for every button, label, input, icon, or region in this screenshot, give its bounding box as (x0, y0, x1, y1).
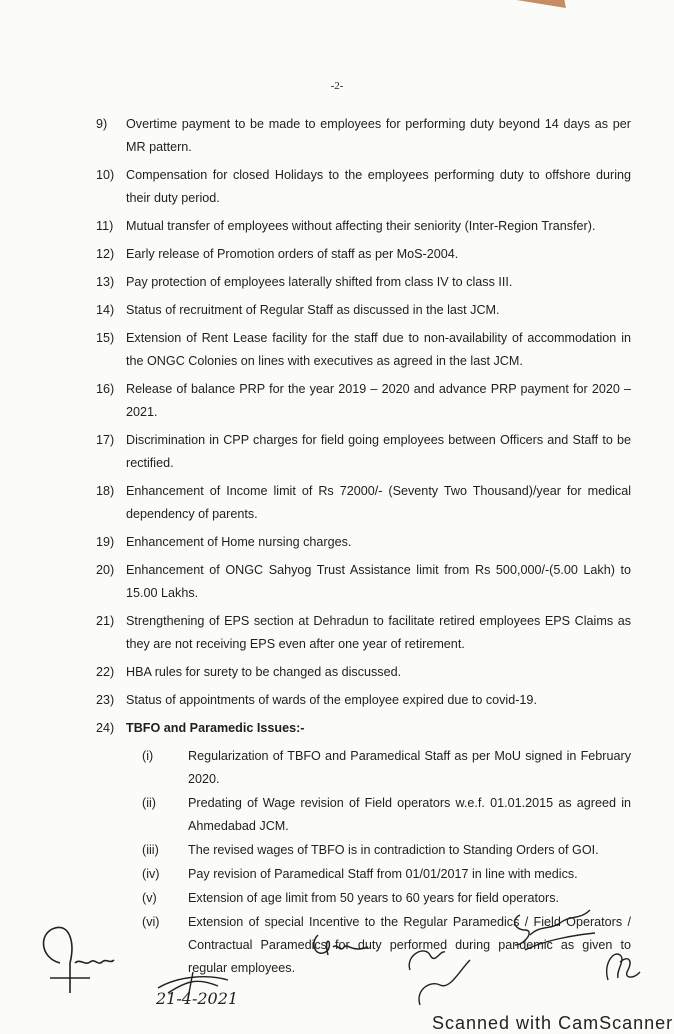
list-item: 17) Discrimination in CPP charges for field going employees between Officers and Staff to be rectified. (96, 433, 631, 470)
svg-text:21-4-2021: 21-4-2021 (156, 989, 239, 1008)
scanner-watermark: Scanned with CamScanner (432, 1013, 674, 1033)
page-number: -2- (330, 80, 344, 92)
agenda-list (96, 118, 631, 986)
paper-corner-fold (504, 0, 566, 8)
list-item: 13) Pay protection of employees laterally shifted from class IV to class III. (96, 275, 513, 289)
list-item: 22) HBA rules for surety to be changed as discussed. (96, 665, 402, 679)
signature-1 (30, 918, 140, 998)
list-item: 19) Enhancement of Home nursing charges. (96, 535, 352, 549)
list-item: 15) Extension of Rent Lease facility for the staff due to non-availability of accommodation in the ONGC Colonies on lines with executives as agreed in the last JCM. (96, 331, 631, 368)
sub-list-item: (vi) Extension of special Incentive to the Regular Paramedics / Field Operators / Contractual Paramedics for duty performed during pandemic as given to regular employees. (142, 915, 631, 975)
sub-list-item: (iv) Pay revision of Paramedical Staff from 01/01/2017 in line with medics. (142, 867, 578, 881)
section-heading-tbfo: 24) TBFO and Paramedic Issues:- (96, 721, 305, 735)
sub-list-item: (v) Extension of age limit from 50 years to 60 years for field operators. (142, 891, 559, 905)
signature-5 (598, 940, 648, 985)
signature-date (148, 968, 288, 1008)
signature-3 (400, 930, 510, 1010)
list-item: 11) Mutual transfer of employees without affecting their seniority (Inter-Region Transfer). (96, 219, 596, 233)
list-item: 9) Overtime payment to be made to employees for performing duty beyond 14 days as per MR pattern. (96, 117, 631, 154)
signature-2 (308, 925, 378, 965)
list-item: 20) Enhancement of ONGC Sahyog Trust Assistance limit from Rs 500,000/-(5.00 Lakh) to 15.00 Lakhs. (96, 563, 631, 600)
sub-list-item: (ii) Predating of Wage revision of Field operators w.e.f. 01.01.2015 as agreed in Ahmedabad JCM. (142, 796, 631, 833)
list-item: 23) Status of appointments of wards of the employee expired due to covid-19. (96, 693, 537, 707)
list-item: 18) Enhancement of Income limit of Rs 72000/- (Seventy Two Thousand)/year for medical dependency of parents. (96, 484, 631, 521)
list-item: 12) Early release of Promotion orders of staff as per MoS-2004. (96, 247, 459, 261)
list-item: 21) Strengthening of EPS section at Dehradun to facilitate retired employees EPS Claims as they are not receiving EPS even after one year of retirement. (96, 614, 631, 651)
list-item: 14) Status of recruitment of Regular Staff as discussed in the last JCM. (96, 303, 500, 317)
sub-list-item: (iii) The revised wages of TBFO is in contradiction to Standing Orders of GOI. (142, 843, 599, 857)
list-item: 10) Compensation for closed Holidays to the employees performing duty to offshore during their duty period. (96, 168, 631, 205)
sub-list-item: (i) Regularization of TBFO and Paramedical Staff as per MoU signed in February 2020. (142, 749, 631, 786)
signature-4 (505, 905, 605, 955)
list-item: 16) Release of balance PRP for the year 2019 – 2020 and advance PRP payment for 2020 – 2021. (96, 382, 631, 419)
